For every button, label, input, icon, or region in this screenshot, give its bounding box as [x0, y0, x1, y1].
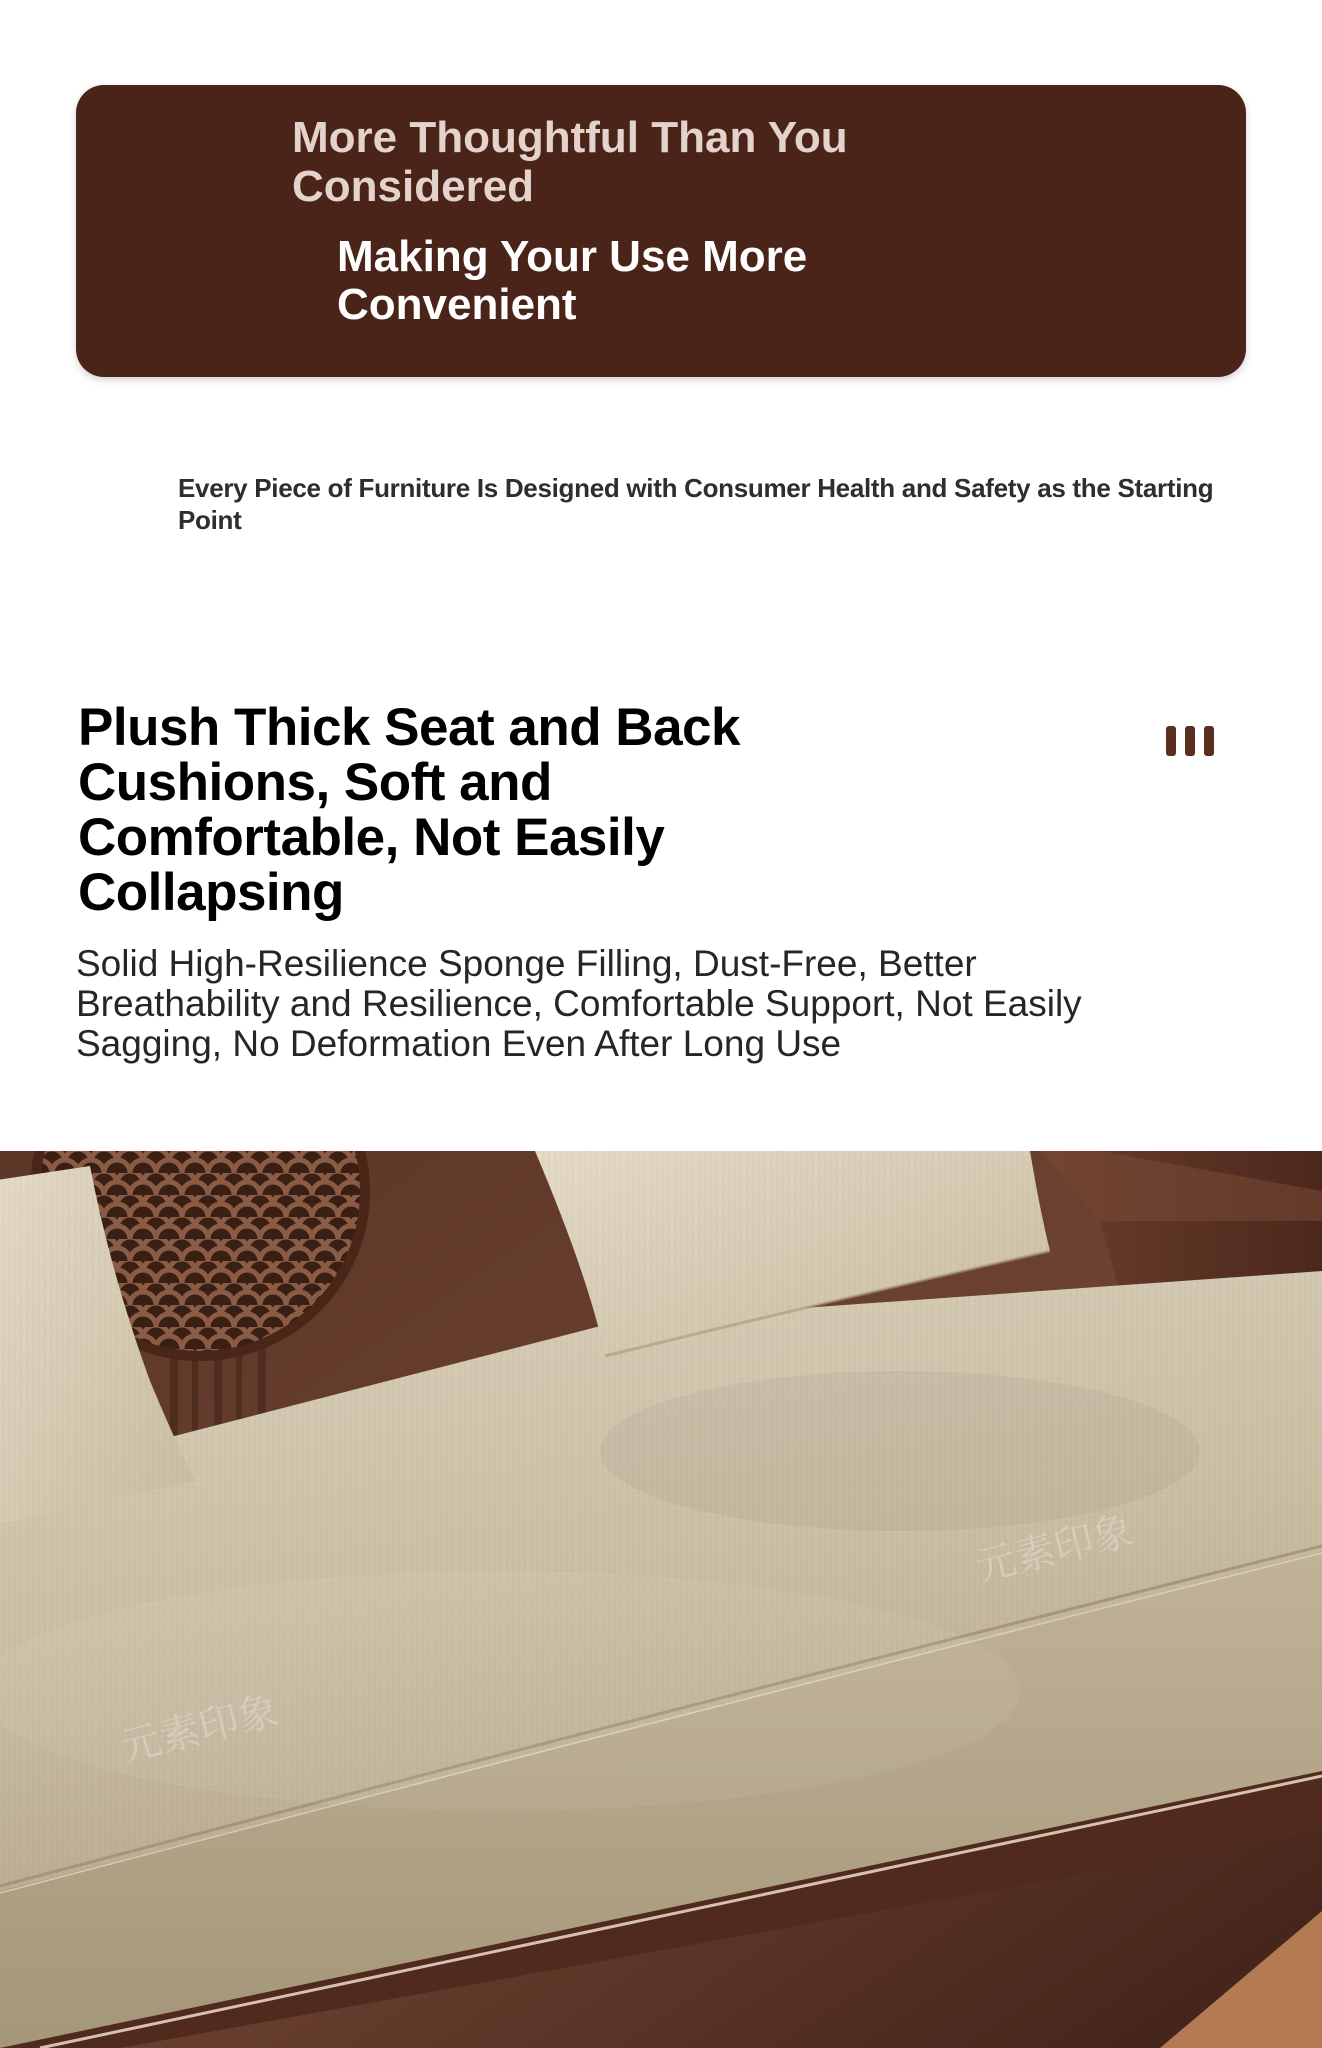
- header-banner: [76, 85, 1246, 377]
- bar: [1166, 726, 1176, 756]
- svg-text:元素印象: 元素印象: [971, 1507, 1138, 1591]
- feature-title: Plush Thick Seat and Back Cushions, Soft and Comfortable, Not Easily Collapsing: [78, 698, 741, 922]
- tagline: Every Piece of Furniture Is Designed with Consumer Health and Safety as the Starting Point: [178, 473, 1214, 535]
- three-bars-icon: [1166, 726, 1214, 756]
- banner-heading: More Thoughtful Than You Considered: [292, 113, 848, 211]
- bar: [1204, 726, 1214, 756]
- banner-subheading: Making Your Use More Convenient: [337, 232, 808, 329]
- feature-description: Solid High-Resilience Sponge Filling, Dust-Free, Better Breathability and Resilience, Comfortable Support, Not Easily Sagging, No Deformation Even After Long Use: [76, 943, 1082, 1064]
- bar: [1185, 726, 1195, 756]
- sofa-illustration: [0, 1151, 1322, 2048]
- sofa-cushion-photo: [0, 1151, 1322, 2048]
- svg-text:元素印象: 元素印象: [116, 1687, 283, 1771]
